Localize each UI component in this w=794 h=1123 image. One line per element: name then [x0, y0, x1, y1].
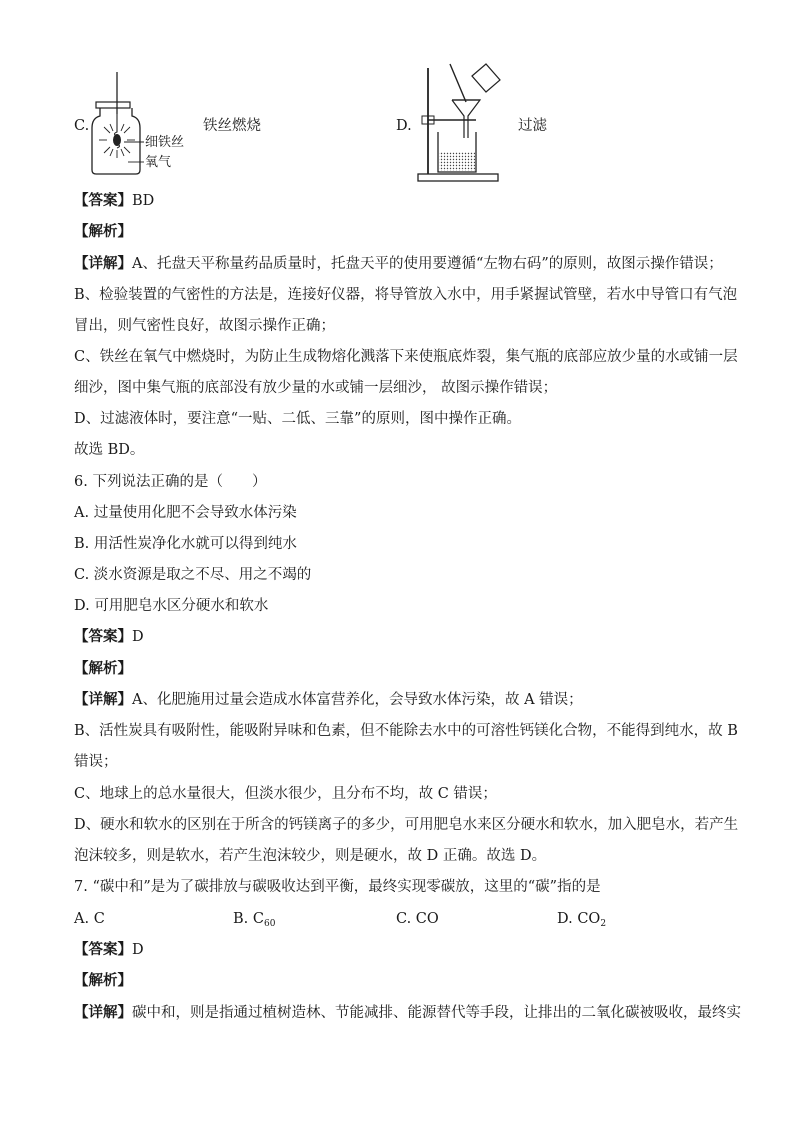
- q5-conclusion: 故选 BD。: [74, 442, 145, 458]
- label-iron-wire: 细铁丝: [145, 135, 185, 150]
- q6-detail-line-1: 【详解】A、化肥施用过量会造成水体富营养化，会导致水体污染，故 A 错误；: [74, 691, 583, 708]
- q6-option-a: A. 过量使用化肥不会导致水体污染: [74, 505, 297, 521]
- label-oxygen: 氧气: [145, 155, 172, 170]
- q5-analysis-heading: 【解析】: [74, 223, 132, 240]
- q7-option-c: C. CO: [396, 911, 439, 927]
- option-d-letter: D.: [396, 118, 412, 134]
- q5-detail-line-6: D、过滤液体时，要注意“一贴、二低、三靠”的原则，图中操作正确。: [74, 411, 521, 427]
- q5-detail-line-1: 【详解】A、托盘天平称量药品质量时，托盘天平的使用要遵循“左物右码”的原则，故图示操作错误；: [74, 255, 723, 272]
- q6-stem: 6. 下列说法正确的是（ ）: [74, 474, 267, 490]
- q7-option-a: A. C: [74, 911, 105, 927]
- q7-analysis-heading: 【解析】: [74, 972, 132, 989]
- q6-detail-line-3: 错误；: [74, 754, 118, 770]
- q7-stem: 7. “碳中和”是为了碳排放与碳吸收达到平衡，最终实现零碳放，这里的“碳”指的是: [74, 879, 601, 895]
- filtration-figure: [416, 62, 506, 184]
- option-c-letter: C.: [74, 118, 90, 134]
- q6-detail-line-2: B、活性炭具有吸附性，能吸附异味和色素，但不能除去水中的可溶性钙镁化合物，不能得到纯水，故 B: [74, 723, 738, 739]
- q7-option-d: D. $CO_2$: [557, 911, 607, 929]
- q5-detail-line-2: B、检验装置的气密性的方法是，连接好仪器，将导管放入水中，用手紧握试管壁，若水中导管口有气泡: [74, 287, 738, 303]
- q7-detail-line-1: 【详解】碳中和，则是指通过植树造林、节能减排、能源替代等手段，让排出的二氧化碳被吸收，最终实: [74, 1004, 741, 1021]
- q6-option-b: B. 用活性炭净化水就可以得到纯水: [74, 536, 297, 552]
- iron-wire-combustion-figure: [88, 70, 198, 178]
- q5-answer-value: BD: [132, 193, 155, 209]
- q6-detail-line-6: 泡沫较多，则是软水，若产生泡沫较少，则是硬水，故 D 正确。故选 D。: [74, 848, 547, 864]
- q6-answer-line: 【答案】D: [74, 628, 144, 645]
- q7-option-b: B. $C_{60}$: [233, 911, 276, 929]
- q6-detail-line-5: D、硬水和软水的区别在于所含的钙镁离子的多少，可用肥皂水来区分硬水和软水，加入肥皂水，若产生: [74, 817, 739, 833]
- q5-detail-line-4: C、铁丝在氧气中燃烧时，为防止生成物熔化溅落下来使瓶底炸裂，集气瓶的底部应放少量的水或铺一层: [74, 349, 738, 365]
- option-d-caption: 过滤: [518, 118, 547, 134]
- q7-answer-line: 【答案】D: [74, 941, 144, 958]
- q5-answer-line: [74, 191, 724, 211]
- answer-tag: 【答案】: [74, 192, 132, 209]
- q5-detail-line-3: 冒出，则气密性良好，故图示操作正确；: [74, 318, 335, 334]
- q6-option-d: D. 可用肥皂水区分硬水和软水: [74, 598, 269, 614]
- q6-answer-value: D: [132, 629, 144, 645]
- option-c-caption: 铁丝燃烧: [203, 118, 261, 134]
- q6-option-c: C. 淡水资源是取之不尽、用之不竭的: [74, 567, 312, 583]
- q6-analysis-heading: 【解析】: [74, 660, 132, 677]
- q7-answer-value: D: [132, 942, 144, 958]
- q5-detail-line-5: 细沙，图中集气瓶的底部没有放少量的水或铺一层细沙， 故图示操作错误；: [74, 380, 558, 396]
- q6-detail-line-4: C、地球上的总水量很大，但淡水很少，且分布不均，故 C 错误；: [74, 786, 497, 802]
